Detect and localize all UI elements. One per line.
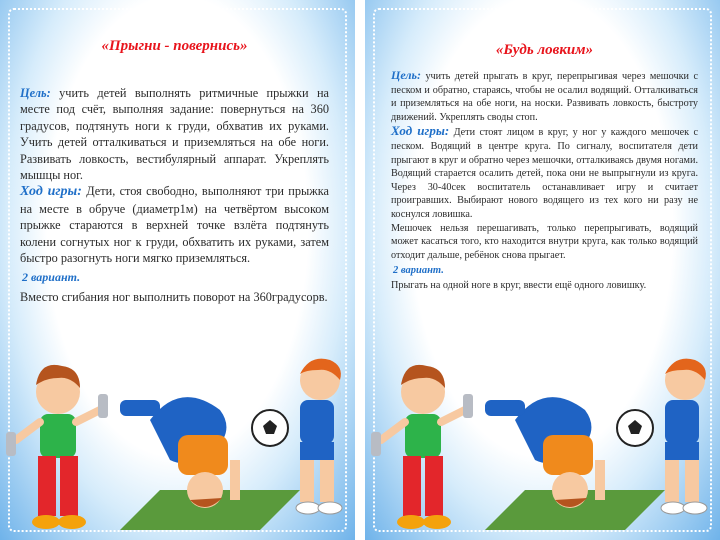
card-title: «Прыгни - повернись» [101,38,248,54]
boy-with-dumbbells-icon [371,365,473,529]
boy-with-dumbbells-icon [6,365,108,529]
course-label: Ход игры: [20,184,82,200]
card-right [365,0,720,540]
variant-text: Прыгать на одной ноге в круг, ввести ещё одного ловишку. [391,280,647,292]
goal-label: Цель: [391,68,421,82]
card-title: «Будь ловким» [495,42,594,58]
card-left [0,0,355,540]
variant-label: 2 вариант. [393,265,444,277]
goal-label: Цель: [20,86,51,100]
course-text: Дети, стоя свободно, выполняют три прыжка на месте в обруче (диаметр1м) на четвёртом высоком прыжке стараются в верхней точке взлёта подтянуть колени согнутых ног к груди, обхватить их руками, затем быстро разогнуть ноги мягко приземляться. [20,184,329,266]
goal-text: учить детей выполнять ритмичные прыжки на месте под счёт, выполняя задание: повернуться на 360 градусов, подтянуть ноги к груди, обхватив их руками. Учить детей отталкиваться и приземляться на обе ноги. Развивать ловкость, вестибулярный аппарат. Укреплять мышцы ног. [20,86,329,183]
goal-paragraph [391,69,698,124]
course-paragraph [20,183,329,266]
extra-paragraph: Мешочек нельзя перешагивать, только перепрыгивать, водящий может касаться того, кто находится внутри круга, как только водящий отходит дальше, ребёнок снова прыгает. [391,222,698,261]
course-paragraph [391,124,698,221]
course-label: Ход игры: [391,123,450,139]
variant-text: Вместо сгибания ног выполнить поворот на 360градусорв. [20,290,328,305]
kids-illustration [0,340,355,540]
variant-label: 2 вариант. [22,270,81,285]
kids-illustration [365,340,720,540]
course-text: Дети стоят лицом в круг, у ног у каждого мешочек с песком. Водящий в центре круга. По сигналу, воспитателя дети прыгают в круг и обратно через мешочки, отталкиваясь двумя ногами. Водящий старается осалить детей, пока они не выпрыгнули из круга. Через 30-40сек воспитатель останавливает игру и считает проигравших. Выбирают нового водящего из тех кого ни разу не коснулся ловишка. [391,127,698,220]
card-content [20,38,329,306]
goal-text: учить детей прыгать в круг, перепрыгивая через мешочки с песком и обратно, стараясь, чтобы не осалил водящий. Отталкиваться и приземляться на обе ноги, на носки. Развивать ловкость, быстроту движений. Укреплять своды стоп. [391,71,698,123]
card-content [391,42,698,293]
goal-paragraph [20,85,329,183]
